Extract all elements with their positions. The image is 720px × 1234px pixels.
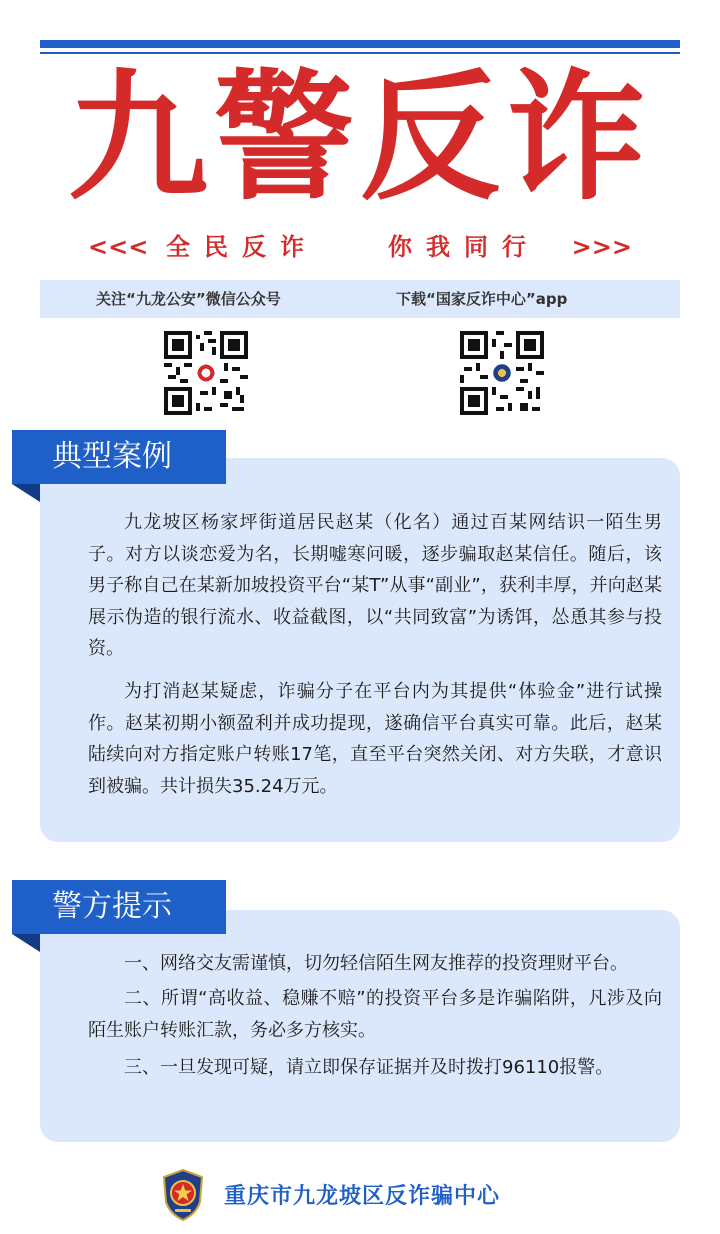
qr-code-icon: [460, 331, 544, 415]
tip-item: 一、网络交友需谨慎，切勿轻信陌生网友推荐的投资理财平台。: [124, 953, 628, 974]
tip-item: 二、所谓“高收益、稳赚不赔”的投资平台多是诈骗陷阱，凡涉及向陌生账户转账汇款，务必多方核实。: [88, 988, 662, 1041]
slogan-part2: 你我同行: [388, 233, 540, 261]
slogan-left-arrows: <<<: [88, 233, 149, 261]
case-paragraph: 为打消赵某疑虑，诈骗分子在平台内为其提供“体验金”进行试操作。赵某初期小额盈利并成功提现，遂确信平台真实可靠。此后，赵某陆续向对方指定账户转账17笔，直至平台突然关闭、对方失联，才意识到被骗。共计损失35.24万元。: [88, 681, 662, 797]
footer-org-name: 重庆市九龙坡区反诈骗中心: [224, 1184, 501, 1209]
qr-code-icon: [164, 331, 248, 415]
slogan: [40, 232, 680, 262]
top-rule-thin: [40, 52, 680, 54]
page-title: 九警反诈: [67, 57, 652, 220]
follow-bar: [40, 280, 680, 318]
tip-item: 三、一旦发现可疑，请立即保存证据并及时拨打96110报警。: [124, 1057, 614, 1078]
tab-fold: [12, 934, 40, 952]
slogan-right-arrows: >>>: [571, 233, 632, 261]
police-badge-icon: [160, 1168, 206, 1222]
case-paragraph: 九龙坡区杨家坪街道居民赵某（化名）通过百某网结识一陌生男子。对方以谈恋爱为名，长期嘘寒问暖，逐步骗取赵某信任。随后，该男子称自己在某新加坡投资平台“某T”从事“副业”，获利丰厚，并向赵某展示伪造的银行流水、收益截图，以“共同致富”为诱饵，怂恿其参与投资。: [88, 512, 662, 659]
case-section-title: 典型案例: [52, 439, 172, 474]
case-section-tab: [12, 430, 226, 484]
tips-section-title: 警方提示: [52, 889, 172, 924]
tips-section-tab: [12, 880, 226, 934]
top-rule: [40, 40, 680, 48]
download-app-text: 下载“国家反诈中心”app: [396, 290, 568, 308]
slogan-part1: 全民反诈: [166, 233, 318, 261]
follow-wechat-text: 关注“九龙公安”微信公众号: [96, 290, 281, 308]
tab-fold: [12, 484, 40, 502]
